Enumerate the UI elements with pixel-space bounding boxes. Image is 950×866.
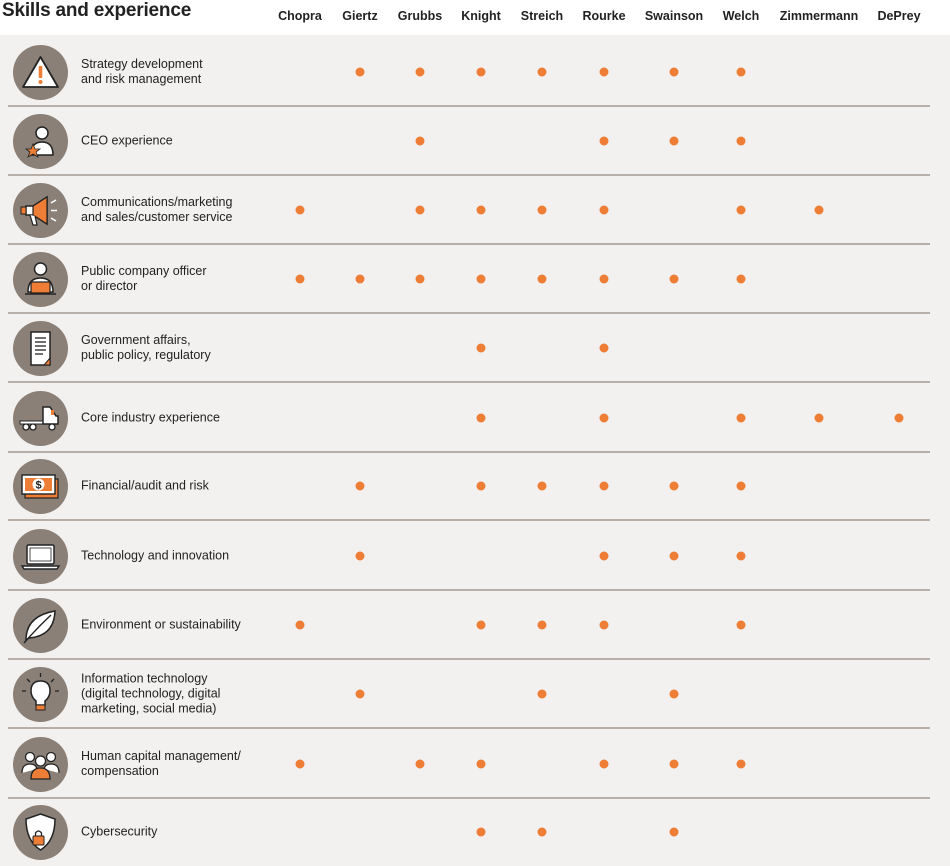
director-header-grubbs: Grubbs xyxy=(397,9,443,23)
skill-dot-knight xyxy=(477,275,486,284)
skill-dot-swainson xyxy=(670,760,679,769)
skill-dot-grubbs xyxy=(416,206,425,215)
skill-dot-knight xyxy=(477,621,486,630)
skill-label: Environment or sustainability xyxy=(81,617,241,632)
row-divider xyxy=(8,243,930,245)
skill-label: Strategy development and risk management xyxy=(81,57,203,86)
director-header-zimmermann: Zimmermann xyxy=(779,9,859,23)
skill-dot-knight xyxy=(477,828,486,837)
skill-dot-rourke xyxy=(600,137,609,146)
skill-dot-rourke xyxy=(600,206,609,215)
skill-label: Core industry experience xyxy=(81,410,220,425)
skill-dot-streich xyxy=(538,206,547,215)
skill-dot-streich xyxy=(538,621,547,630)
people-icon xyxy=(13,737,68,792)
skill-dot-swainson xyxy=(670,275,679,284)
row-divider xyxy=(8,312,930,314)
shield-lock-icon xyxy=(13,805,68,860)
skill-label: Human capital management/ compensation xyxy=(81,749,241,778)
ceo-star-icon xyxy=(13,114,68,169)
leaf-icon xyxy=(13,598,68,653)
laptop-icon xyxy=(13,529,68,584)
skill-dot-grubbs xyxy=(416,68,425,77)
skill-dot-welch xyxy=(737,552,746,561)
director-header-chopra: Chopra xyxy=(278,9,322,23)
warning-icon xyxy=(13,45,68,100)
row-divider xyxy=(8,589,930,591)
skill-dot-rourke xyxy=(600,414,609,423)
skill-dot-swainson xyxy=(670,552,679,561)
director-header-deprey: DePrey xyxy=(877,9,921,23)
director-header-streich: Streich xyxy=(520,9,564,23)
skill-dot-welch xyxy=(737,275,746,284)
truck-icon xyxy=(13,391,68,446)
skill-dot-streich xyxy=(538,828,547,837)
skill-dot-knight xyxy=(477,482,486,491)
row-divider xyxy=(8,797,930,799)
skill-dot-grubbs xyxy=(416,760,425,769)
skill-dot-welch xyxy=(737,68,746,77)
skill-dot-giertz xyxy=(356,275,365,284)
skill-dot-grubbs xyxy=(416,275,425,284)
skill-dot-swainson xyxy=(670,137,679,146)
director-header-swainson: Swainson xyxy=(644,9,704,23)
skill-dot-rourke xyxy=(600,68,609,77)
skill-dot-chopra xyxy=(296,206,305,215)
director-header-rourke: Rourke xyxy=(582,9,626,23)
skill-label: Technology and innovation xyxy=(81,548,230,563)
skill-dot-streich xyxy=(538,690,547,699)
skill-label: Public company officer or director xyxy=(81,264,207,293)
skill-dot-chopra xyxy=(296,760,305,769)
page-title: Skills and experience xyxy=(2,0,192,21)
skill-dot-rourke xyxy=(600,344,609,353)
skill-dot-welch xyxy=(737,137,746,146)
skill-label: Information technology (digital technology, digital marketing, social media) xyxy=(81,671,221,716)
skill-dot-giertz xyxy=(356,482,365,491)
skill-dot-zimmermann xyxy=(815,206,824,215)
skill-dot-swainson xyxy=(670,482,679,491)
row-divider xyxy=(8,105,930,107)
skill-dot-rourke xyxy=(600,275,609,284)
lightbulb-icon xyxy=(13,667,68,722)
row-divider xyxy=(8,381,930,383)
skill-dot-swainson xyxy=(670,68,679,77)
row-divider xyxy=(8,727,930,729)
director-header-welch: Welch xyxy=(722,9,760,23)
skill-label: Government affairs, public policy, regulatory xyxy=(81,333,211,362)
skill-dot-knight xyxy=(477,68,486,77)
skill-dot-giertz xyxy=(356,690,365,699)
row-divider xyxy=(8,658,930,660)
skill-dot-knight xyxy=(477,414,486,423)
megaphone-icon xyxy=(13,183,68,238)
skill-dot-chopra xyxy=(296,275,305,284)
skill-dot-welch xyxy=(737,206,746,215)
skill-label: Cybersecurity xyxy=(81,824,158,839)
skill-dot-welch xyxy=(737,482,746,491)
skill-dot-rourke xyxy=(600,760,609,769)
skill-label: Financial/audit and risk xyxy=(81,478,209,493)
skill-dot-rourke xyxy=(600,621,609,630)
skill-dot-welch xyxy=(737,621,746,630)
svg-text:$: $ xyxy=(35,479,42,491)
director-header-knight: Knight xyxy=(461,9,501,23)
skill-label: Communications/marketing and sales/customer service xyxy=(81,195,233,224)
row-divider xyxy=(8,519,930,521)
person-laptop-icon xyxy=(13,252,68,307)
skill-dot-rourke xyxy=(600,552,609,561)
skill-dot-streich xyxy=(538,68,547,77)
money-icon xyxy=(13,459,68,514)
skills-matrix xyxy=(0,35,950,866)
skill-label: CEO experience xyxy=(81,133,173,148)
skill-dot-streich xyxy=(538,275,547,284)
skill-dot-welch xyxy=(737,760,746,769)
skill-dot-welch xyxy=(737,414,746,423)
skill-dot-knight xyxy=(477,344,486,353)
skill-dot-rourke xyxy=(600,482,609,491)
director-header-giertz: Giertz xyxy=(342,9,378,23)
skill-dot-giertz xyxy=(356,68,365,77)
skill-dot-chopra xyxy=(296,621,305,630)
skill-dot-grubbs xyxy=(416,137,425,146)
skill-dot-deprey xyxy=(895,414,904,423)
skill-dot-swainson xyxy=(670,828,679,837)
skill-dot-swainson xyxy=(670,690,679,699)
row-divider xyxy=(8,451,930,453)
skill-dot-knight xyxy=(477,760,486,769)
document-icon xyxy=(13,321,68,376)
skill-dot-streich xyxy=(538,482,547,491)
row-divider xyxy=(8,174,930,176)
skill-dot-giertz xyxy=(356,552,365,561)
skill-dot-zimmermann xyxy=(815,414,824,423)
skill-dot-knight xyxy=(477,206,486,215)
